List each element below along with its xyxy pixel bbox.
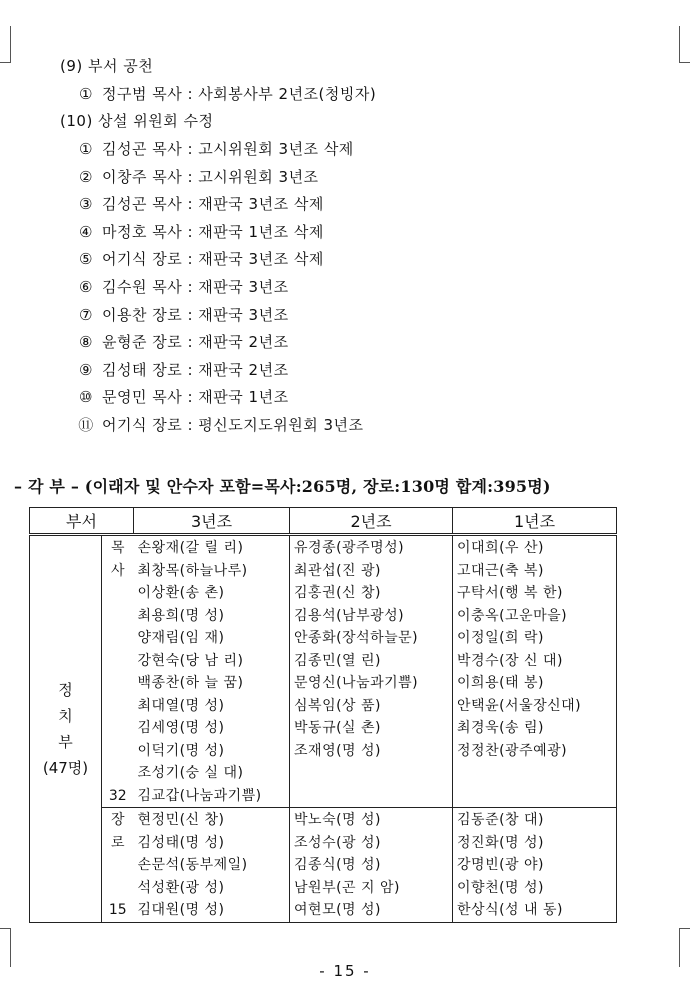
elders-3yr	[134, 808, 290, 923]
member-name: 이대희(우 산)	[457, 540, 545, 556]
item-text: 마정호 목사 : 재판국 1년조 삭제	[102, 222, 324, 241]
member-name	[457, 785, 616, 808]
member-name: 조성기(숭 실 대)	[137, 765, 244, 781]
member-name: 강현숙(당 남 리)	[137, 652, 244, 669]
member-name: 정정찬(광주예광)	[457, 742, 568, 759]
item-text: 윤형준 장로 : 재판국 2년조	[102, 333, 289, 352]
member-name: 최경욱(송 림)	[457, 720, 545, 736]
member-name: 조재영(명 성)	[294, 742, 382, 759]
member-name: 김홍권(신 창)	[294, 585, 382, 601]
subgroup-spacer	[102, 650, 134, 673]
member-name: 이정일(희 락)	[457, 630, 545, 646]
member-name: 양재림(임 재)	[137, 630, 225, 646]
member-name: 김동준(창 대)	[457, 812, 545, 828]
member-name: 김성태(명 성)	[137, 834, 225, 851]
subgroup-spacer	[102, 582, 134, 605]
item-text: 김수원 목사 : 재판국 3년조	[102, 278, 289, 296]
subgroup-spacer	[102, 717, 134, 740]
section10-item	[76, 332, 289, 352]
crop-mark-top-right	[679, 26, 690, 63]
item-text: 문영민 목사 : 재판국 1년조	[102, 388, 289, 407]
subgroup-label: 장	[110, 812, 125, 828]
item-number: ③	[79, 195, 93, 214]
subgroup-spacer	[102, 605, 134, 628]
dept-cell	[30, 535, 102, 923]
member-name: 한상식(성 내 동)	[457, 902, 563, 918]
member-name: 남원부(곤 지 암)	[294, 879, 400, 896]
member-name	[457, 762, 616, 785]
section9-item	[76, 84, 376, 104]
member-name: 박동규(실 촌)	[294, 720, 382, 736]
subgroup-spacer	[102, 740, 134, 763]
member-name: 김교갑(나눔과기쁨)	[137, 787, 262, 804]
member-name: 김종민(열 린)	[294, 652, 382, 669]
member-name: 이충옥(고운마을)	[457, 607, 568, 624]
item-number: ①	[79, 140, 93, 158]
crop-mark-top-left	[0, 26, 11, 63]
member-name: 최관섭(진 광)	[294, 562, 382, 579]
member-name: 고대근(축 복)	[457, 562, 545, 579]
member-name: 정진화(명 성)	[457, 834, 545, 851]
section10-item	[76, 249, 324, 269]
roster-heading: – 각 부 – (이래자 및 안수자 포함=목사:265명, 장로:130명 합계:395명)	[14, 477, 551, 496]
member-name: 최대열(명 성)	[137, 697, 225, 714]
subgroup-spacer	[102, 627, 134, 650]
section10-item	[76, 167, 319, 187]
dept-char: 정	[58, 680, 73, 699]
member-name: 이향천(명 성)	[457, 879, 545, 896]
item-number: ⑪	[78, 416, 94, 434]
subgroup-label: 목	[110, 540, 125, 556]
member-name: 문영신(나눔과기쁨)	[294, 675, 419, 691]
subgroup-pastors	[102, 535, 134, 808]
table-row-pastors	[30, 535, 617, 808]
member-name: 최창목(하늘나루)	[137, 562, 248, 579]
member-name: 안종화(장석하늘문)	[294, 630, 419, 646]
item-text: 정구범 목사 : 사회봉사부 2년조(청빙자)	[102, 85, 377, 103]
section9-title: (9) 부서 공천	[60, 57, 154, 75]
item-number: ④	[79, 222, 93, 241]
member-name: 현정민(신 창)	[137, 812, 225, 828]
member-name: 김용석(남부광성)	[294, 607, 405, 624]
member-name: 최용희(명 성)	[137, 607, 225, 624]
table-row-elders	[30, 808, 617, 923]
item-number: ②	[79, 167, 93, 186]
item-number: ⑤	[79, 250, 93, 269]
subgroup-elders	[102, 808, 134, 923]
member-name: 이상환(송 촌)	[137, 585, 225, 601]
dept-char: 부	[58, 732, 73, 751]
member-name: 안택윤(서울장신대)	[457, 697, 582, 714]
member-name: 여현모(명 성)	[294, 902, 382, 918]
elders-1yr	[453, 808, 617, 923]
subgroup-spacer	[102, 695, 134, 718]
item-text: 어기식 장로 : 평신도지도위원회 3년조	[102, 416, 364, 434]
member-name: 박경수(장 신 대)	[457, 652, 563, 669]
section10-item	[76, 415, 364, 435]
section10-title: (10) 상설 위원회 수정	[60, 112, 214, 130]
subgroup-spacer	[102, 672, 134, 695]
pastors-1yr	[453, 535, 617, 808]
member-name: 유경종(광주명성)	[294, 540, 405, 556]
pastors-3yr	[134, 535, 290, 808]
member-name	[294, 785, 452, 808]
header-2yr: 2년조	[290, 508, 453, 535]
item-text: 이용찬 장로 : 재판국 3년조	[102, 305, 289, 324]
member-name: 이희용(태 봉)	[457, 675, 545, 691]
section10-item	[76, 360, 289, 380]
subgroup-spacer	[102, 762, 134, 785]
pastors-2yr	[290, 535, 453, 808]
item-text: 김성태 장로 : 재판국 2년조	[102, 360, 289, 379]
section10-item	[76, 305, 289, 325]
member-name: 손문석(동부제일)	[137, 857, 248, 873]
subgroup-spacer	[102, 854, 134, 877]
subgroup-label: 로	[110, 834, 125, 851]
member-name	[294, 762, 452, 785]
item-text: 어기식 장로 : 재판국 3년조 삭제	[102, 250, 324, 269]
item-number: ⑩	[79, 388, 93, 407]
member-name: 백종찬(하 늘 꿈)	[137, 675, 244, 691]
member-name: 손왕재(갈 릴 리)	[137, 540, 244, 556]
member-name: 강명빈(광 야)	[457, 857, 545, 873]
member-name: 구탁서(행 복 한)	[457, 585, 563, 601]
item-text: 이창주 목사 : 고시위원회 3년조	[102, 167, 319, 186]
page-number: - 15 -	[319, 962, 371, 980]
member-name: 김세영(명 성)	[137, 720, 225, 736]
section10-item	[76, 277, 289, 297]
member-name: 박노숙(명 성)	[294, 812, 382, 828]
table-header-row	[30, 508, 617, 535]
member-name: 김종식(명 성)	[294, 857, 382, 873]
item-number: ⑧	[79, 333, 93, 352]
item-text: 김성곤 목사 : 고시위원회 3년조 삭제	[102, 140, 354, 158]
item-number: ⑥	[79, 278, 93, 296]
dept-char: 치	[58, 706, 73, 725]
subgroup-spacer	[102, 877, 134, 900]
dept-count: (47명)	[42, 758, 89, 777]
member-name: 심복임(상 품)	[294, 697, 382, 714]
item-number: ⑦	[79, 305, 93, 324]
header-3yr: 3년조	[134, 508, 290, 535]
item-number: ⑨	[79, 360, 93, 379]
elders-2yr	[290, 808, 453, 923]
member-name: 조성수(광 성)	[294, 834, 382, 851]
header-1yr: 1년조	[453, 508, 617, 535]
item-text: 김성곤 목사 : 재판국 3년조 삭제	[102, 195, 324, 214]
roster-table	[29, 507, 617, 923]
item-number: ①	[79, 85, 93, 103]
section10-item	[76, 194, 324, 214]
subgroup-count: 32	[108, 787, 127, 804]
section10-item	[76, 387, 289, 407]
section10-item	[76, 139, 354, 159]
member-name: 석성환(광 성)	[137, 879, 225, 896]
member-name: 이덕기(명 성)	[137, 742, 225, 759]
header-dept: 부서	[30, 508, 134, 535]
member-name: 김대원(명 성)	[137, 902, 225, 918]
section10-item	[76, 222, 324, 242]
subgroup-count: 15	[108, 902, 127, 918]
subgroup-label: 사	[110, 562, 125, 579]
